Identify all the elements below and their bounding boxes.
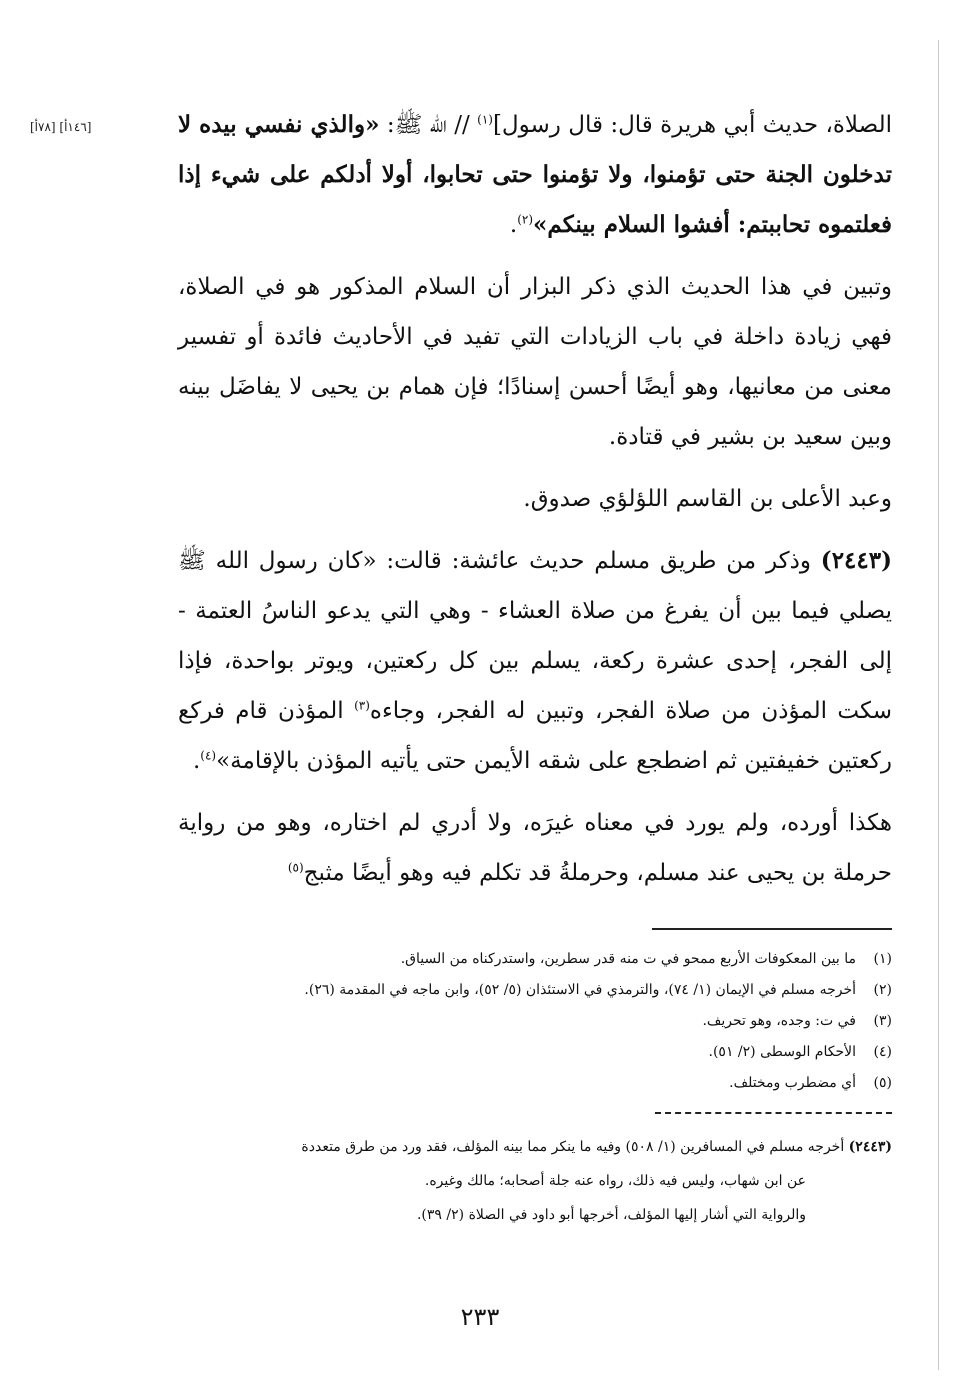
footnote-number: (٣) — [873, 1013, 892, 1029]
takhrij-line-3: والرواية التي أشار إليها المؤلف، أخرجها أبو داود في الصلاة (٢/ ٣٩). — [416, 1207, 806, 1223]
footnote-text: في ت: وجده، وهو تحريف. — [702, 1013, 856, 1029]
takhrij-line-2: عن ابن شهاب، وليس فيه ذلك، رواه عنه جلة أصحابه؛ مالك وغيره. — [424, 1173, 806, 1189]
footnote-item — [178, 944, 892, 975]
takhrij-notes — [178, 1130, 892, 1232]
footnote-separator — [652, 928, 892, 930]
paragraph-4 — [178, 536, 892, 786]
footnote-number: (٢) — [873, 982, 892, 998]
footnote-number: (٥) — [873, 1075, 892, 1091]
footnote-ref-3[interactable]: (٣) — [354, 698, 370, 713]
margin-manuscript-reference: [١٤٦أ] [٧٨أ] — [30, 120, 92, 134]
footnote-text: أي مضطرب ومختلف. — [729, 1075, 856, 1091]
footnote-ref-4[interactable]: (٤) — [200, 748, 217, 763]
paragraph-5 — [178, 798, 892, 898]
main-text — [178, 100, 892, 910]
page-edge-line — [938, 40, 939, 1370]
page-number: ٢٣٣ — [460, 1303, 500, 1331]
footnote-item — [178, 1006, 892, 1037]
hadith-number: (٢٤٤٣) — [820, 547, 892, 574]
footnote-ref-1[interactable]: (١) — [477, 112, 493, 127]
footnote-text: الأحكام الوسطى (٢/ ٥١). — [708, 1044, 856, 1060]
hadith-quote-bold: «والذي نفسي بيده لا تدخلون الجنة حتى تؤمنوا، ولا تؤمنوا حتى تحابوا، أولا أدلكم على شيء إذا فعلتموه تحاببتم: أفشوا السلام بينكم» — [178, 111, 892, 238]
footnote-text: ما بين المعكوفات الأربع ممحو في ت منه قدر سطرين، واستدركناه من السياق. — [400, 951, 856, 967]
paragraph-2: وتبين في هذا الحديث الذي ذكر البزار أن السلام المذكور هو في الصلاة، فهي زيادة داخلة في باب الزيادات التي تفيد في الأحاديث فائدة أو تفسير معنى من معانيها، وهو أيضًا أحسن إسنادًا؛ فإن همام بن يحيى لا يفاضَل بينه وبين سعيد بن بشير في قتادة. — [178, 274, 892, 450]
footnote-ref-2[interactable]: (٢) — [517, 212, 534, 227]
paragraph-1 — [178, 100, 892, 250]
paragraph-1-opening: الصلاة، حديث أبي هريرة قال: قال رسول] — [492, 112, 892, 138]
takhrij-line-1 — [178, 1130, 892, 1164]
takhrij-line-1-text: أخرجه مسلم في المسافرين (١/ ٥٠٨) وفيه ما ينكر مما بينه المؤلف، فقد ورد من طرق متعددة — [301, 1139, 849, 1155]
footnotes — [178, 944, 892, 1099]
paragraph-4-before: وذكر من طريق مسلم حديث عائشة: قالت: «كان رسول الله ﷺ يصلي فيما بين أن يفرغ من صلاة العشاء - وهي التي يدعو الناسُ العتمة - إلى الفجر، إحدى عشرة ركعة، يسلم بين كل ركعتين، ويوتر بواحدة، فإذا سكت المؤذن من صلاة الفجر، وتبين له الفجر، وجاءه — [178, 548, 892, 724]
paragraph-3: وعبد الأعلى بن القاسم اللؤلؤي صدوق. — [523, 486, 892, 512]
footnote-item — [178, 1037, 892, 1068]
paragraph-5-text: هكذا أورده، ولم يورد في معناه غيرَه، ولا أدري لم اختاره، وهو من رواية حرملة بن يحيى عند مسلم، وحرملةُ قد تكلم فيه وهو أيضًا مثبج — [178, 810, 892, 886]
footnote-item — [178, 1068, 892, 1099]
paragraph-1-end: . — [509, 212, 518, 238]
footnote-number: (٤) — [873, 1044, 892, 1060]
takhrij-separator — [655, 1112, 892, 1114]
footnote-item — [178, 975, 892, 1006]
paragraph-1-mid: // الله ﷺ: — [379, 112, 478, 138]
paragraph-4-after: المؤذن قام فركع ركعتين خفيفتين ثم اضطجع على شقه الأيمن حتى يأتيه المؤذن بالإقامة» — [178, 698, 892, 774]
takhrij-number: (٢٤٤٣) — [848, 1139, 892, 1155]
footnote-ref-5[interactable]: (٥) — [287, 860, 304, 875]
footnote-number: (١) — [873, 951, 892, 967]
paragraph-4-end: . — [192, 748, 201, 774]
footnote-text: أخرجه مسلم في الإيمان (١/ ٧٤)، والترمذي في الاستئذان (٥/ ٥٢)، وابن ماجه في المقدمة (٢٦). — [304, 982, 856, 998]
